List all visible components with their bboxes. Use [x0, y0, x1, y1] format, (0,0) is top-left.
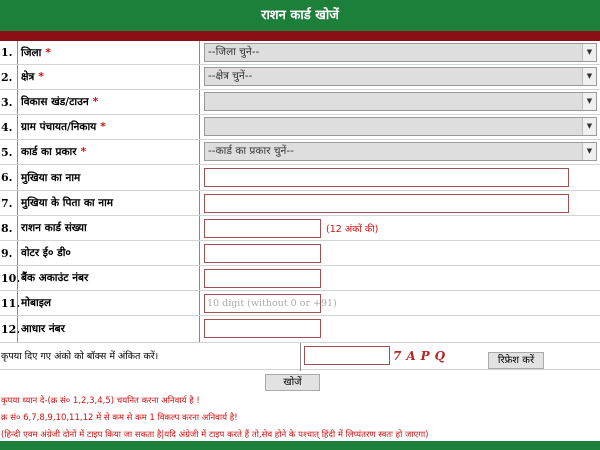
row-number: 5.: [1, 145, 13, 159]
aadhaar-input[interactable]: [204, 319, 321, 338]
row-number: 10.: [1, 271, 21, 285]
note-optional-fields: क्र सं० 6,7,8,9,10,11,12 में से कम से कम 1 विकल्प करना अनिवार्य है!: [1, 413, 238, 423]
card-type-select[interactable]: --कार्ड का प्रकार चुनें-- ▼: [204, 142, 597, 161]
required-mark: *: [80, 146, 87, 158]
row-father-name: [0, 191, 600, 216]
row-number: 4.: [1, 120, 13, 134]
row-number: 7.: [1, 196, 13, 210]
voter-id-input[interactable]: [204, 244, 321, 263]
father-name-label: मुखिया के पिता का नाम: [17, 191, 200, 215]
row-head-name: [0, 165, 600, 191]
chevron-down-icon: ▼: [582, 143, 596, 160]
row-block: [0, 90, 600, 115]
search-button[interactable]: खोजें: [265, 374, 320, 391]
footer-bar: [0, 441, 600, 450]
district-label: जिला *: [17, 41, 200, 64]
refresh-captcha-button[interactable]: रिफ्रेश करें: [488, 352, 544, 369]
row-mobile: [0, 291, 600, 316]
note-mandatory-fields: कृपया ध्यान दे-(क्र सं० 1,2,3,4,5) चयनित करना अनिवार्य है !: [1, 396, 200, 406]
required-mark: *: [38, 71, 44, 83]
block-label: विकास खंड/टाउन *: [17, 90, 200, 114]
row-voter-id: [0, 241, 600, 266]
required-mark: *: [100, 121, 106, 133]
father-name-input[interactable]: [204, 194, 569, 213]
chevron-down-icon: ▼: [582, 93, 596, 110]
area-label: क्षेत्र *: [17, 65, 200, 89]
row-number: 12.: [1, 322, 21, 336]
page-title: राशन कार्ड खोजें: [0, 0, 600, 31]
row-number: 8.: [1, 221, 13, 235]
aadhaar-label: आधार नंबर: [17, 316, 200, 342]
head-name-label: मुखिया का नाम: [17, 165, 200, 190]
ration-card-input[interactable]: [204, 219, 321, 238]
chevron-down-icon: ▼: [582, 68, 596, 85]
chevron-down-icon: ▼: [582, 118, 596, 135]
panchayat-select[interactable]: [204, 117, 597, 136]
row-number: 2.: [1, 70, 13, 84]
captcha-input[interactable]: [304, 346, 390, 365]
required-mark: *: [92, 96, 99, 108]
required-mark: *: [45, 46, 51, 59]
row-panchayat: [0, 115, 600, 140]
voter-id-label: वोटर ई० डी०: [17, 241, 200, 265]
chevron-down-icon: ▼: [582, 44, 596, 61]
row-ration-card-no: [0, 216, 600, 241]
row-number: 11.: [1, 296, 21, 310]
area-select[interactable]: --क्षेत्र चुनें-- ▼: [204, 67, 597, 86]
mobile-input[interactable]: 10 digit (without 0 or +91): [204, 294, 321, 313]
bank-account-input[interactable]: [204, 269, 321, 288]
district-select[interactable]: --जिला चुने-- ▼: [204, 43, 597, 62]
row-number: 9.: [1, 246, 13, 260]
header-divider: [0, 31, 600, 41]
ration-card-hint: (12 अंकों की): [326, 224, 379, 235]
row-number: 1.: [1, 46, 13, 59]
card-type-label: कार्ड का प्रकार *: [17, 140, 200, 164]
row-district: [0, 41, 600, 65]
row-number: 6.: [1, 171, 13, 184]
note-transliteration: (हिन्दी एवम अंग्रेजी दोनों में टाइप किया जा सकता है|यदि अंग्रेजी में टाइप करते हैं तो,सेव होने के पश्चात् हिंदी में लिप्यंतरण स्वतः हो जाएगा): [1, 430, 429, 440]
column-divider: [300, 343, 301, 371]
mobile-label: मोबाइल: [17, 291, 200, 315]
captcha-instruction: कृपया दिए गए अंको को बॉक्स में अंकित करें।: [1, 351, 159, 362]
bank-account-label: बैंक अकाउंट नंबर: [17, 266, 200, 290]
ration-card-label: राशन कार्ड संख्या: [17, 216, 200, 240]
captcha-row: [0, 342, 600, 370]
captcha-image: 7APQ: [393, 349, 451, 363]
row-number: 3.: [1, 95, 13, 109]
row-bank-account: [0, 266, 600, 291]
row-card-type: [0, 140, 600, 165]
head-name-input[interactable]: [204, 168, 569, 187]
row-area: [0, 65, 600, 90]
row-aadhaar: [0, 316, 600, 342]
block-select[interactable]: [204, 92, 597, 111]
panchayat-label: ग्राम पंचायत/निकाय *: [17, 115, 200, 139]
